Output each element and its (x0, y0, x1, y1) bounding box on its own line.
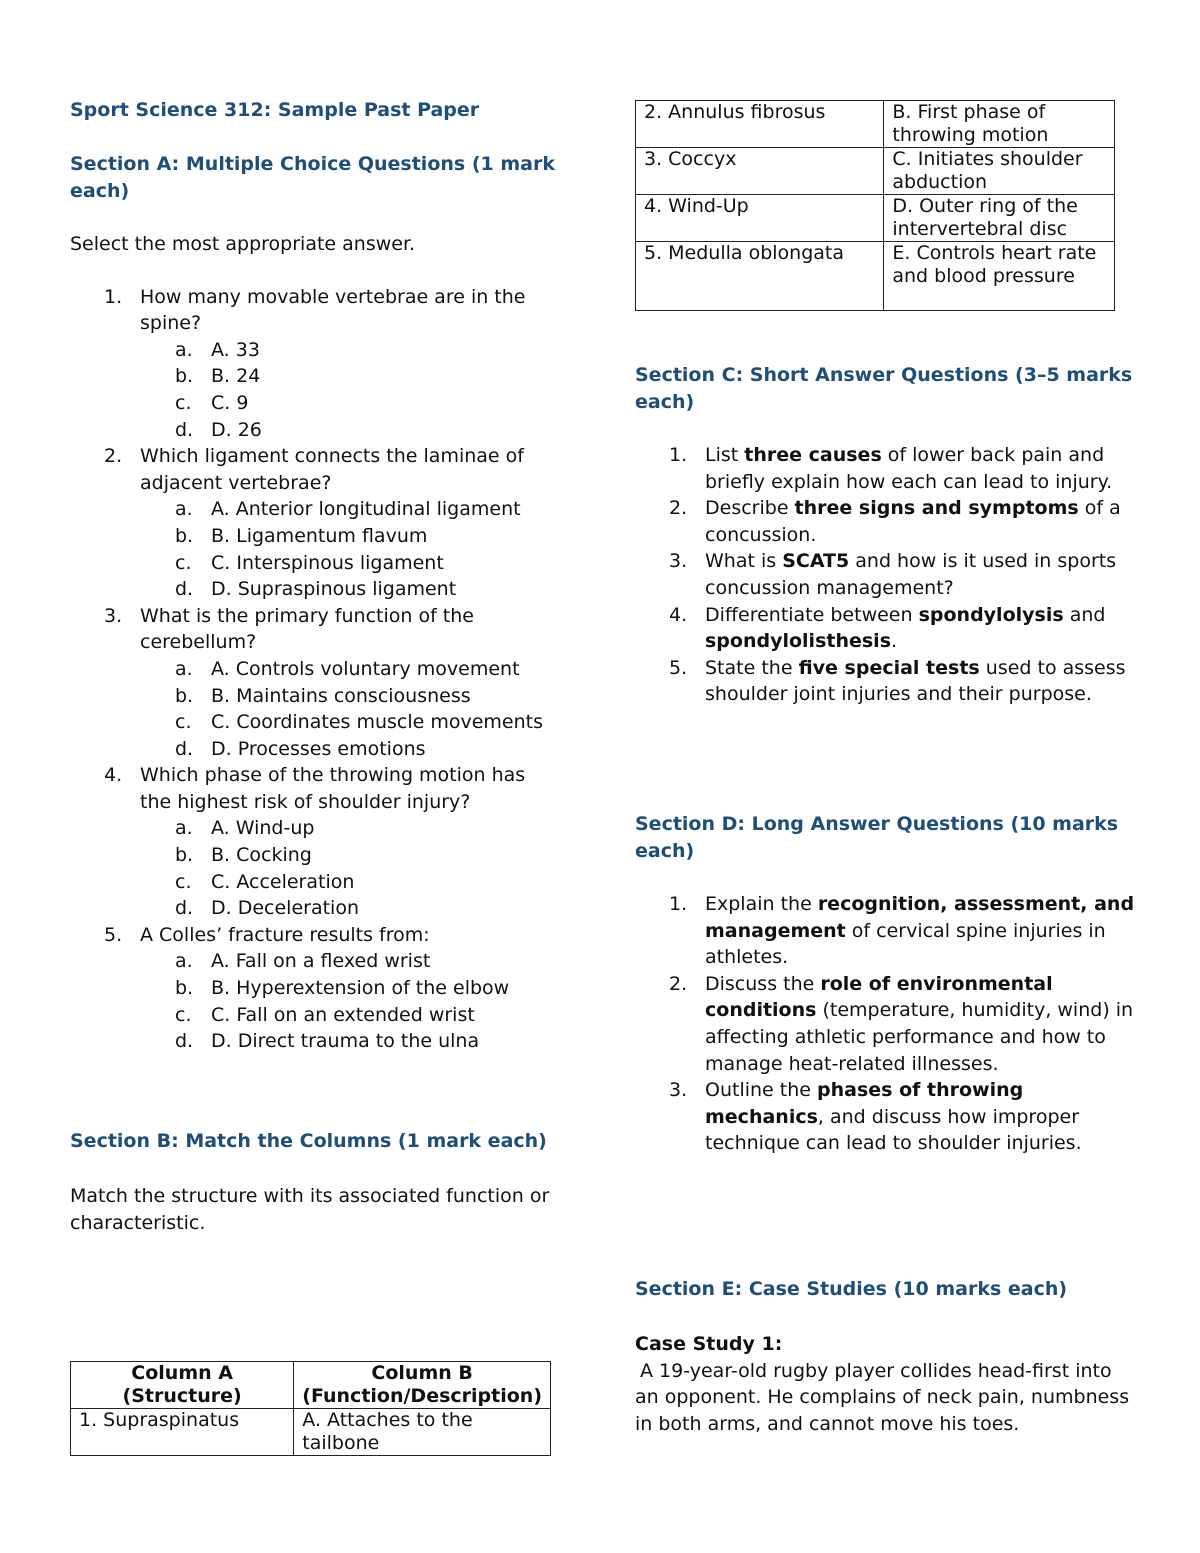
option-letter: c. (175, 1003, 192, 1026)
option-item (175, 736, 560, 763)
question-text: How many movable vertebrae are in the spine? (140, 285, 526, 335)
question-keyword: spondylolysis (918, 603, 1064, 626)
question-item (669, 602, 1135, 655)
option-item (175, 869, 560, 896)
question-keyword: phases of throwing mechanics (705, 1079, 1024, 1128)
question-keyword: recognition, assessment, and management (705, 893, 1135, 942)
option-letter: d. (175, 418, 194, 441)
option-item (175, 523, 560, 550)
option-item (175, 550, 560, 577)
option-text: A. Anterior longitudinal ligament (211, 498, 521, 521)
function-cell: D. Outer ring of the intervertebral disc (884, 195, 1115, 242)
question-keyword: SCAT5 (782, 550, 850, 573)
section-a-instruction: Select the most appropriate answer. (70, 233, 416, 255)
option-letter: d. (175, 1030, 194, 1053)
question-text-end: and how is it used in sports concussion management? (705, 550, 1117, 599)
section-d (635, 811, 1135, 1157)
option-item (175, 417, 560, 444)
section-d-list (635, 891, 1135, 1157)
question-item (669, 891, 1135, 971)
case-study-text: A 19-year-old rugby player collides head-first into an opponent. He complains of neck pain, numbness in both arms, and cannot move his toes. (635, 1359, 1130, 1435)
question-number: 5. (669, 656, 688, 679)
option-item (175, 656, 560, 683)
question-text-start: Discuss the (705, 972, 821, 995)
option-text: B. Ligamentum flavum (211, 524, 428, 547)
option-item (175, 948, 560, 975)
option-item (175, 337, 560, 364)
function-cell: B. First phase of throwing motion (884, 101, 1115, 148)
question-text-start: Differentiate between (705, 603, 919, 626)
structure-cell: 3. Coccyx (636, 148, 884, 195)
option-text: C. Interspinous ligament (211, 551, 444, 574)
match-table-part-2 (635, 100, 1115, 311)
function-cell: E. Controls heart rate and blood pressure (884, 242, 1115, 311)
question-text-mid: and (1063, 603, 1106, 626)
question-text-end: , and discuss how improper technique can lead to shoulder injuries. (705, 1105, 1082, 1155)
option-letter: c. (175, 391, 192, 414)
option-text: B. Hyperextension of the elbow (211, 977, 510, 1000)
question-number: 3. (669, 550, 688, 573)
question-item (104, 284, 560, 444)
option-list (140, 496, 560, 602)
option-letter: b. (175, 684, 194, 707)
option-text: B. Cocking (211, 844, 312, 867)
option-letter: b. (175, 977, 194, 1000)
question-item (669, 971, 1135, 1077)
question-text-end: used to assess shoulder joint injuries and their purpose. (705, 656, 1126, 706)
option-text: D. 26 (211, 418, 262, 441)
left-column (70, 97, 560, 1055)
question-text-start: What is (705, 550, 783, 573)
option-letter: c. (175, 551, 192, 574)
match-table-part-1 (70, 1361, 551, 1456)
question-number: 1. (669, 444, 688, 466)
question-number: 2. (669, 497, 688, 520)
question-number: 4. (104, 764, 123, 787)
option-list (140, 948, 560, 1054)
option-list (140, 656, 560, 762)
function-cell: C. Initiates shoulder abduction (884, 148, 1115, 195)
option-item (175, 683, 560, 710)
option-list (140, 815, 560, 921)
question-text: A Colles’ fracture results from: (140, 923, 430, 946)
option-item (175, 842, 560, 869)
option-text: D. Supraspinous ligament (211, 578, 457, 601)
question-keyword: spondylolisthesis (705, 630, 892, 653)
question-item (104, 603, 560, 763)
option-text: A. Wind-up (211, 817, 315, 840)
table-row (636, 101, 1115, 148)
option-text: D. Deceleration (211, 897, 359, 920)
question-number: 4. (669, 603, 688, 626)
structure-cell: 1. Supraspinatus (71, 1409, 294, 1456)
option-item (175, 496, 560, 523)
option-letter: b. (175, 524, 194, 547)
option-text: A. 33 (211, 338, 260, 361)
question-text-end: . (891, 630, 898, 653)
question-keyword: three signs and symptoms (794, 497, 1079, 520)
option-item (175, 815, 560, 842)
option-letter: a. (175, 338, 193, 361)
question-item (104, 443, 560, 603)
page-title: Sport Science 312: Sample Past Paper (70, 99, 480, 121)
table-row (71, 1409, 551, 1456)
option-text: D. Direct trauma to the ulna (211, 1030, 480, 1053)
structure-cell: 5. Medulla oblongata (636, 242, 884, 311)
mcq-list (70, 284, 560, 1055)
option-item (175, 709, 560, 736)
question-number: 3. (104, 604, 123, 627)
option-text: A. Fall on a flexed wrist (211, 950, 431, 973)
function-cell: A. Attaches to the tailbone (294, 1409, 551, 1456)
table-row (636, 148, 1115, 195)
column-b-header: Column B (Function/Description) (294, 1362, 551, 1409)
option-text: C. Acceleration (211, 870, 355, 893)
option-text: B. Maintains consciousness (211, 684, 471, 707)
option-text: C. Coordinates muscle movements (211, 711, 543, 734)
section-c-heading: Section C: Short Answer Questions (3–5 marks each) (635, 364, 1133, 413)
option-item (175, 363, 560, 390)
option-text: C. 9 (211, 391, 249, 414)
option-letter: b. (175, 365, 194, 388)
section-b-instruction: Match the structure with its associated function or characteristic. (70, 1185, 550, 1234)
question-number: 1. (669, 893, 688, 915)
question-text: Which ligament connects the laminae of adjacent vertebrae? (140, 445, 524, 494)
question-item (669, 495, 1135, 548)
option-item (175, 390, 560, 417)
question-text-end: of a concussion. (705, 497, 1121, 546)
question-item (669, 1077, 1135, 1157)
option-text: B. 24 (211, 365, 261, 388)
section-c (635, 362, 1135, 708)
case-study-title: Case Study 1: (635, 1333, 783, 1355)
option-letter: a. (175, 950, 193, 973)
option-item (175, 895, 560, 922)
option-letter: b. (175, 844, 194, 867)
option-letter: d. (175, 578, 194, 601)
column-a-header: Column A (Structure) (71, 1362, 294, 1409)
section-e (635, 1276, 1140, 1437)
question-keyword: five special tests (798, 656, 980, 679)
question-item (104, 762, 560, 922)
question-text-start: List (705, 444, 745, 466)
question-text-end: of cervical spine injuries in athletes. (705, 919, 1106, 969)
question-number: 2. (104, 445, 123, 468)
option-text: A. Controls voluntary movement (211, 657, 520, 680)
option-item (175, 1028, 560, 1055)
question-text: What is the primary function of the cerebellum? (140, 604, 474, 654)
question-item (669, 655, 1135, 708)
option-item (175, 1002, 560, 1029)
structure-cell: 2. Annulus fibrosus (636, 101, 884, 148)
question-number: 2. (669, 972, 688, 995)
question-keyword: role of environmental conditions (705, 972, 1053, 1022)
question-text-start: Outline the (705, 1079, 817, 1102)
question-text-start: State the (705, 656, 799, 679)
section-c-list (635, 442, 1135, 708)
section-b-heading: Section B: Match the Columns (1 mark each) (70, 1130, 547, 1152)
section-d-heading: Section D: Long Answer Questions (10 marks each) (635, 813, 1119, 862)
structure-cell: 4. Wind-Up (636, 195, 884, 242)
match-table-header-row (71, 1362, 551, 1409)
table-row (636, 195, 1115, 242)
option-letter: a. (175, 657, 193, 680)
question-text-start: Explain the (705, 893, 818, 915)
option-letter: d. (175, 897, 194, 920)
option-text: C. Fall on an extended wrist (211, 1003, 475, 1026)
option-item (175, 975, 560, 1002)
question-keyword: three causes (744, 444, 882, 466)
question-text-end: (temperature, humidity, wind) in affecting athletic performance and how to manage heat-related illnesses. (705, 999, 1134, 1075)
section-a-heading: Section A: Multiple Choice Questions (1 mark each) (70, 153, 555, 202)
question-number: 5. (104, 923, 123, 946)
option-letter: c. (175, 711, 192, 734)
option-letter: d. (175, 737, 194, 760)
question-item (104, 922, 560, 1055)
question-text: Which phase of the throwing motion has the highest risk of shoulder injury? (140, 764, 526, 813)
question-item (669, 442, 1135, 495)
question-text-start: Describe (705, 497, 795, 520)
question-text-end: of lower back pain and briefly explain how each can lead to injury. (705, 444, 1113, 493)
option-letter: c. (175, 870, 192, 893)
table-row (636, 242, 1115, 311)
question-number: 3. (669, 1079, 688, 1102)
option-letter: a. (175, 817, 193, 840)
question-number: 1. (104, 285, 123, 308)
option-item (175, 576, 560, 603)
section-e-heading: Section E: Case Studies (10 marks each) (635, 1278, 1068, 1300)
question-item (669, 548, 1135, 601)
option-text: D. Processes emotions (211, 737, 426, 760)
option-list (140, 337, 560, 443)
option-letter: a. (175, 498, 193, 521)
